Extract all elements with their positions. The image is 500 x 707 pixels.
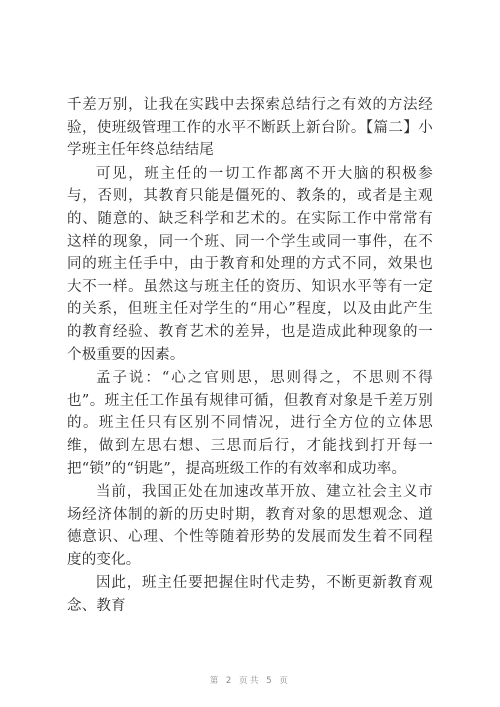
paragraph-1: 千差万别，让我在实践中去探索总结行之有效的方法经验，使班级管理工作的水平不断跃上新台阶。【篇二】小学班主任年终总结结尾 [67,97,433,159]
paragraph-5: 因此，班主任要把握住时代走势，不断更新教育观念、教育 [67,575,433,615]
paragraph-3: 孟子说：“心之官则思，思则得之，不思则不得也”。班主任工作虽有规律可循，但教育对象是千差万别的。班主任只有区别不同情况，进行全方位的立体思维，做到左思右想、三思而后行，才能找到打开每一把“锁”的“钥匙”，提高班级工作的有效率和成功率。 [67,370,433,477]
paragraph-2: 可见，班主任的一切工作都离不开大脑的积极参与，否则，其教育只能是僵死的、教条的，或者是主观的、随意的、缺乏科学和艺术的。在实际工作中常常有这样的现象，同一个班、同一个学生或同一事件，在不同的班主任手中，由于教育和处理的方式不同，效果也大不一样。虽然这与班主任的资历、知识水平等有一定的关系，但班主任对学生的“用心”程度，以及由此产生的教育经验、教育艺术的差异，也是造成此种现象的一个极重要的因素。 [67,165,433,363]
paragraph-4: 当前，我国正处在加速改革开放、建立社会主义市场经济体制的新的历史时期，教育对象的思想观念、道德意识、心理、个性等随着形势的发展而发生着不同程度的变化。 [67,484,433,568]
document-body [67,94,433,619]
page-footer: 第 2 页共 5 页 [209,676,291,686]
